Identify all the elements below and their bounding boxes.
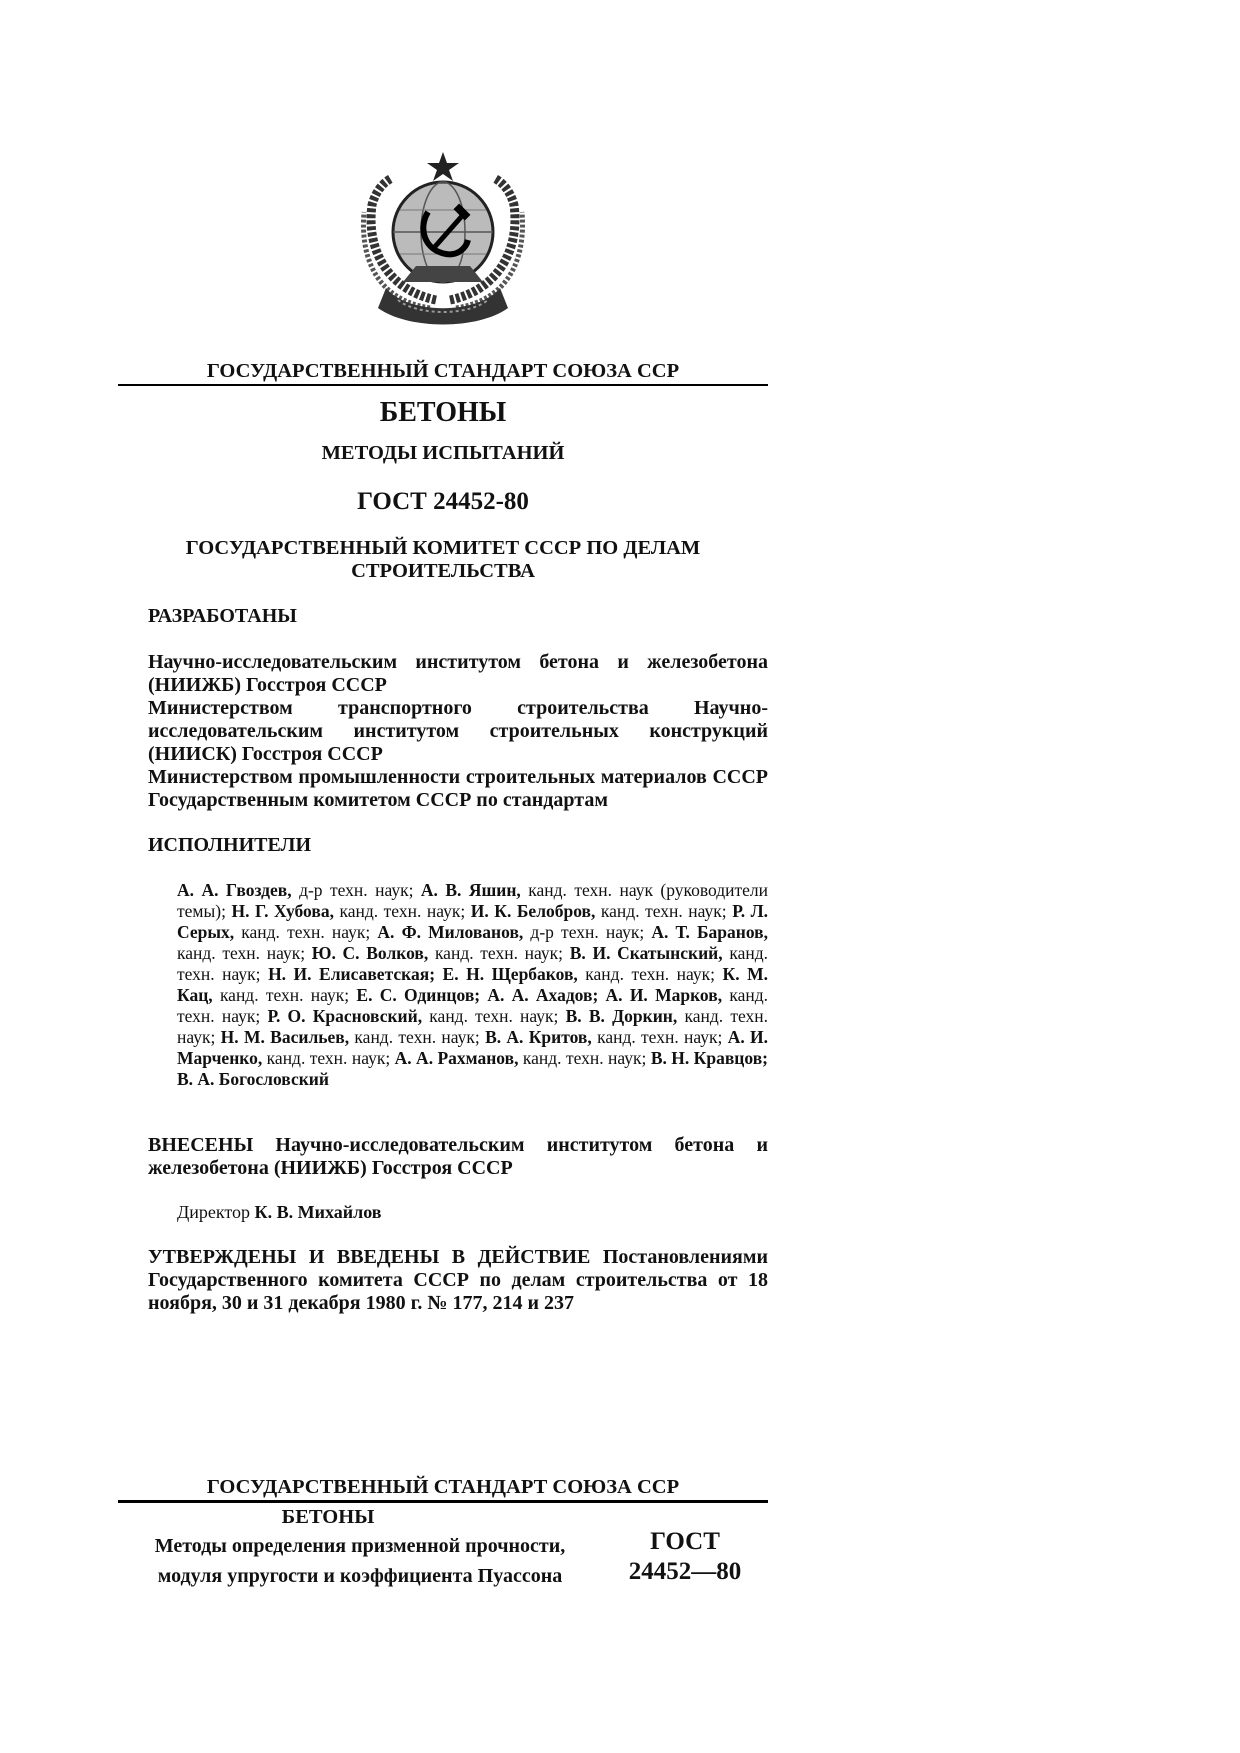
executor-degree: канд. техн. наук;	[177, 985, 768, 1026]
footer-state-standard: ГОСУДАРСТВЕННЫЙ СТАНДАРТ СОЮЗА ССР	[206, 1476, 680, 1498]
executor-degree: д-р техн. наук;	[291, 880, 421, 900]
executor-name: Н. Г. Хубова,	[231, 901, 334, 921]
state-standard-heading: ГОСУДАРСТВЕННЫЙ СТАНДАРТ СОЮЗА ССР	[206, 360, 680, 382]
executor-name: А. И. Марченко,	[177, 1027, 769, 1068]
executor-degree: канд. техн. наук;	[177, 1006, 768, 1047]
executor-degree: канд. техн. наук;	[422, 1006, 566, 1026]
executor-degree: д-р техн. наук;	[523, 922, 652, 942]
executor-name: И. К. Белобров,	[470, 901, 596, 921]
executors-list	[177, 880, 768, 1090]
footer-gost-number: 24452—80	[628, 1558, 742, 1585]
executor-degree: канд. техн. наук;	[349, 1027, 486, 1047]
developed-heading: РАЗРАБОТАНЫ	[148, 605, 297, 627]
executor-name: Ю. С. Волков,	[311, 943, 429, 963]
executor-name: А. Ф. Милованов,	[377, 922, 524, 942]
executor-name: А. А. Гвоздев,	[177, 880, 292, 900]
committee-line-2: СТРОИТЕЛЬСТВА	[351, 560, 535, 582]
executor-name: В. В. Доркин,	[565, 1006, 678, 1026]
executor-name: В. И. Скатынский,	[569, 943, 723, 963]
executor-degree: канд. техн. наук;	[177, 943, 768, 984]
executor-name: К. М. Кац,	[177, 964, 768, 1005]
document-title: БЕТОНЫ	[379, 397, 507, 428]
executor-name: А. Т. Баранов,	[651, 922, 768, 942]
executor-degree: канд. техн. наук (руководители темы);	[177, 880, 769, 921]
executor-degree: канд. техн. наук;	[577, 964, 723, 984]
developed-org-3: Министерством промышленности строительных материалов СССР Государственным комитетом СССР по стандартам	[148, 766, 768, 811]
footer-methods-line-1: Методы определения призменной прочности,	[154, 1535, 566, 1557]
footer-methods-line-2: модуля упругости и коэффициента Пуассона	[157, 1565, 563, 1587]
committee-line-1: ГОСУДАРСТВЕННЫЙ КОМИТЕТ СССР ПО ДЕЛАМ	[185, 537, 701, 559]
executor-name: Н. М. Васильев,	[220, 1027, 350, 1047]
executor-degree: канд. техн. наук;	[428, 943, 570, 963]
executor-degree: канд. техн. наук;	[595, 901, 733, 921]
executor-name: В. Н. Кравцов; В. А. Богословский	[177, 1048, 768, 1089]
executor-degree: канд. техн. наук;	[177, 943, 312, 963]
executor-name: В. А. Критов,	[485, 1027, 592, 1047]
executor-name: А. В. Яшин,	[420, 880, 521, 900]
executor-degree: канд. техн. наук;	[518, 1048, 651, 1068]
executor-name: Р. О. Красновский,	[267, 1006, 423, 1026]
executor-name: Р. Л. Серых,	[177, 901, 769, 942]
introduced-text: ВНЕСЕНЫ Научно-исследовательским институтом бетона и железобетона (НИИЖБ) Госстроя СССР	[148, 1134, 768, 1179]
executor-degree: канд. техн. наук;	[234, 922, 378, 942]
executor-name: Е. С. Одинцов; А. А. Ахадов; А. И. Марков,	[356, 985, 723, 1005]
director-name: К. В. Михайлов	[254, 1202, 382, 1222]
gost-number: ГОСТ 24452-80	[357, 488, 529, 515]
document-subtitle: МЕТОДЫ ИСПЫТАНИЙ	[321, 442, 565, 464]
executor-name: Н. И. Елисаветская; Е. Н. Щербаков,	[268, 964, 578, 984]
director-label: Директор	[177, 1202, 255, 1222]
state-emblem-icon	[358, 150, 528, 328]
approved-text: УТВЕРЖДЕНЫ И ВВЕДЕНЫ В ДЕЙСТВИЕ Постановлениями Государственного комитета СССР по делам строительства от 18 ноября, 30 и 31 декабря 1980 г. № 177, 214 и 237	[148, 1246, 768, 1314]
executors-heading: ИСПОЛНИТЕЛИ	[148, 834, 312, 856]
executor-degree: канд. техн. наук;	[333, 901, 471, 921]
footer-title: БЕТОНЫ	[281, 1506, 375, 1528]
developed-org-1: Научно-исследовательским институтом бетона и железобетона (НИИЖБ) Госстроя СССР	[148, 651, 768, 696]
executor-degree: канд. техн. наук;	[212, 985, 357, 1005]
executor-name: А. А. Рахманов,	[394, 1048, 519, 1068]
header-divider	[118, 384, 768, 386]
executor-degree: канд. техн. наук;	[262, 1048, 395, 1068]
footer-divider	[118, 1500, 768, 1503]
director-line	[177, 1201, 768, 1224]
developed-org-2: Министерством транспортного строительства Научно-исследовательским институтом строительных конструкций (НИИСК) Госстроя СССР	[148, 697, 768, 765]
footer-gost-label: ГОСТ	[650, 1528, 720, 1555]
executor-degree: канд. техн. наук;	[591, 1027, 728, 1047]
